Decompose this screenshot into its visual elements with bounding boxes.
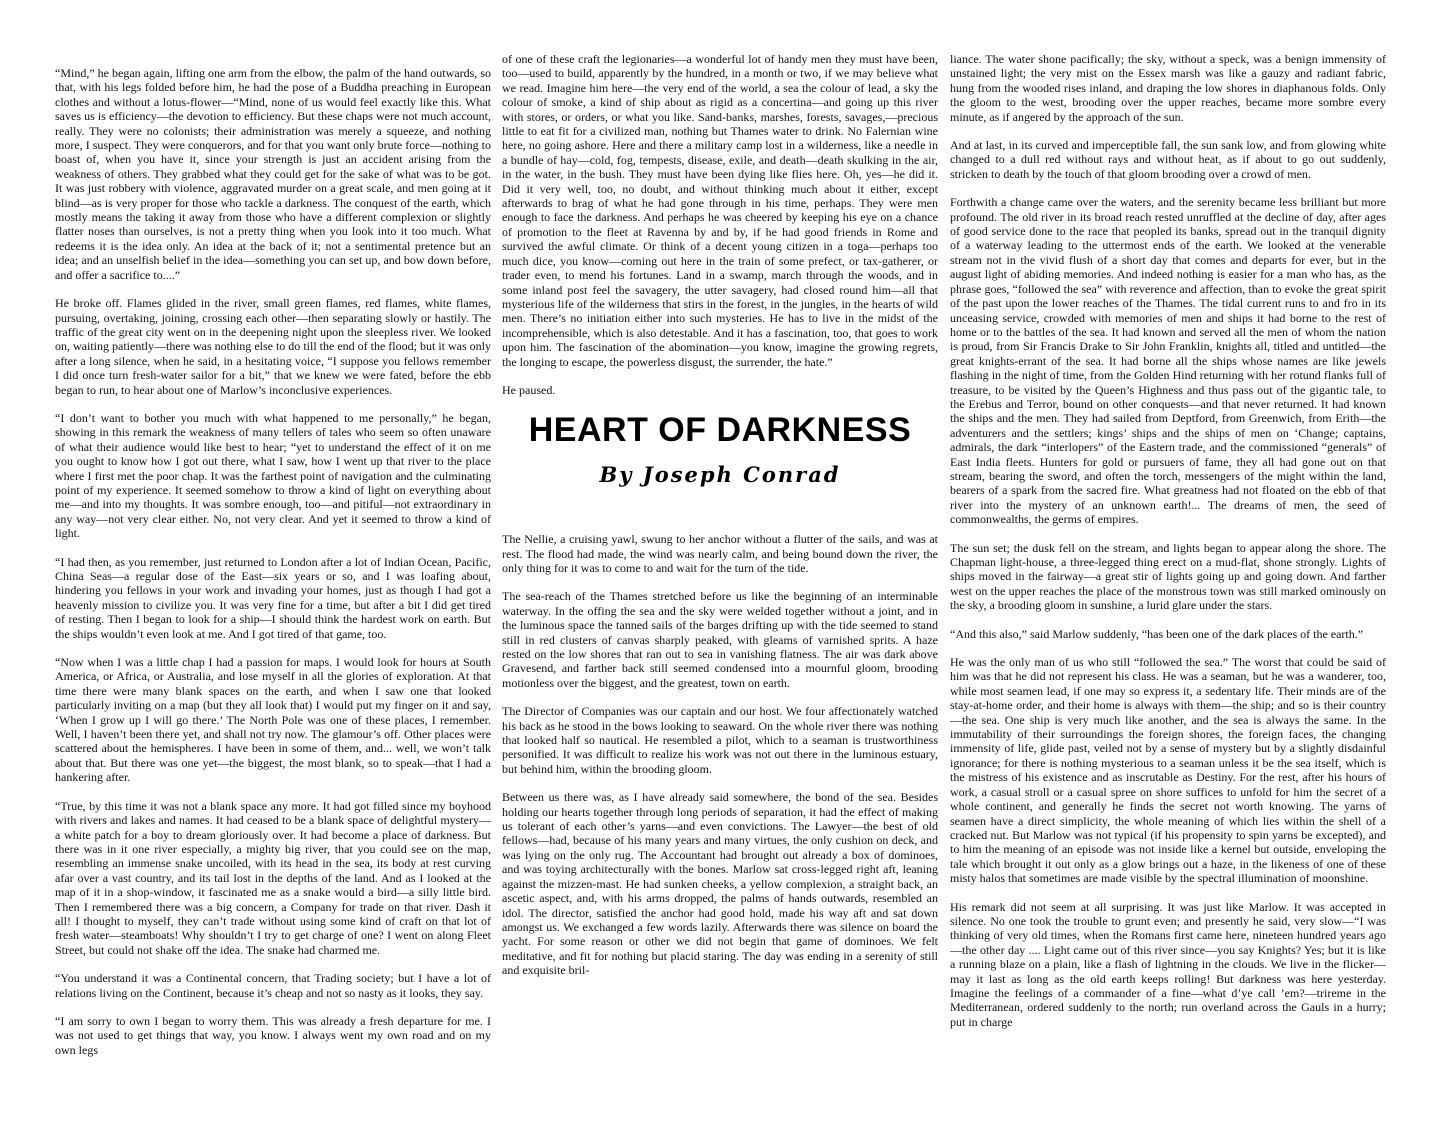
paragraph: And at last, in its curved and imperceptible fall, the sun sank low, and from glowing white changed to a dull red without rays and without heat, as if about to go out suddenly, stricken to death by the touch of that gloom brooding over a crowd of men. xyxy=(950,138,1386,181)
book-title: HEART OF DARKNESS xyxy=(528,411,912,450)
text-column-right xyxy=(950,52,1386,1132)
paragraph: He was the only man of us who still “followed the sea.” The worst that could be said of him was that he did not represent his class. He was a seaman, but he was a wanderer, too, while most seamen lead, if one may so express it, a sedentary life. Their minds are of the stay-at-home order, and their home is always with them—the ship; and so is their country—the sea. One ship is very much like another, and the sea is always the same. In the immutability of their surroundings the foreign shores, the foreign faces, the changing immensity of life, glide past, veiled not by a sense of mystery but by a slightly disdainful ignorance; for there is nothing mysterious to a seaman unless it be the sea itself, which is the mistress of his existence and as inscrutable as Destiny. For the rest, after his hours of work, a casual stroll or a casual spree on shore suffices to unfold for him the secret of a whole continent, and generally he finds the secret not worth knowing. The yarns of seamen have a direct simplicity, the whole meaning of which lies within the shell of a cracked nut. But Marlow was not typical (if his propensity to spin yarns be excepted), and to him the meaning of an episode was not inside like a kernel but outside, enveloping the tale which brought it out only as a glow brings out a haze, in the likeness of one of these misty halos that sometimes are made visible by the spectral illumination of moonshine. xyxy=(950,655,1386,886)
paragraph: The sea-reach of the Thames stretched before us like the beginning of an interminable waterway. In the offing the sea and the sky were welded together without a joint, and in the luminous space the tanned sails of the barges drifting up with the tide seemed to stand still in red clusters of canvas sharply peaked, with gleams of varnished sprits. A haze rested on the low shores that ran out to sea in vanishing flatness. The air was dark above Gravesend, and farther back still seemed condensed into a mournful gloom, brooding motionless over the biggest, and the greatest, town on earth. xyxy=(502,589,938,690)
paragraph: Forthwith a change came over the waters, and the serenity became less brilliant but more profound. The old river in its broad reach rested unruffled at the decline of day, after ages of good service done to the race that peopled its banks, spread out in the tranquil dignity of a waterway leading to the uttermost ends of the earth. We looked at the venerable stream not in the vivid flush of a short day that comes and departs for ever, but in the august light of abiding memories. And indeed nothing is easier for a man who has, as the phrase goes, “followed the sea” with reverence and affection, than to evoke the great spirit of the past upon the lower reaches of the Thames. The tidal current runs to and fro in its unceasing service, crowded with memories of men and ships it had borne to the rest of home or to the battles of the sea. It had known and served all the men of whom the nation is proud, from Sir Francis Drake to Sir John Franklin, knights all, titled and untitled—the great knights-errant of the sea. It had borne all the ships whose names are like jewels flashing in the night of time, from the Golden Hind returning with her rotund flanks full of treasure, to be visited by the Queen’s Highness and thus pass out of the gigantic tale, to the Erebus and Terror, bound on other conquests—and that never returned. It had known the ships and the men. They had sailed from Deptford, from Greenwich, from Erith—the adventurers and the settlers; kings’ ships and the ships of men on ‘Change; captains, admirals, the dark “interlopers” of the Eastern trade, and the commissioned “generals” of East India fleets. Hunters for gold or pursuers of fame, they all had gone out on that stream, bearing the sword, and often the torch, messengers of the might within the land, bearers of a spark from the sacred fire. What greatness had not floated on the ebb of that river into the mystery of an unknown earth!... The dreams of men, the seed of commonwealths, the germs of empires. xyxy=(950,195,1386,527)
paragraph: “I am sorry to own I began to worry them. This was already a fresh departure for me. I was not used to get things that way, you know. I always went my own road and on my own legs xyxy=(55,1013,491,1057)
title-block xyxy=(502,411,938,487)
text-column-middle xyxy=(502,52,938,1132)
paragraph: “And this also,” said Marlow suddenly, “has been one of the dark places of the earth.” xyxy=(950,626,1364,641)
paragraph: He paused. xyxy=(502,382,556,397)
paragraph: liance. The water shone pacifically; the sky, without a speck, was a benign immensity of unstained light; the very mist on the Essex marsh was like a gauzy and radiant fabric, hung from the wooded rises inland, and draping the low shores in diaphanous folds. Only the gloom to the west, brooding over the upper reaches, became more sombre every minute, as if angered by the approach of the sun. xyxy=(950,52,1386,124)
paragraph: of one of these craft the legionaries—a wonderful lot of handy men they must have been, too—used to build, apparently by the hundred, in a month or two, if we may believe what we read. Imagine him here—the very end of the world, a sea the colour of lead, a sky the colour of smoke, a kind of ship about as rigid as a concertina—and going up this river with stores, or orders, or what you like. Sand-banks, marshes, forests, savages,—precious little to eat fit for a civilized man, nothing but Thames water to drink. No Falernian wine here, no going ashore. Here and there a military camp lost in a wilderness, like a needle in a bundle of hay—cold, fog, tempests, disease, exile, and death—death skulking in the air, in the water, in the bush. They must have been dying like flies here. Oh, yes—he did it. Did it very well, too, no doubt, and without thinking much about it either, except afterwards to brag of what he had gone through in his time, perhaps. They were men enough to face the darkness. And perhaps he was cheered by keeping his eye on a chance of promotion to the fleet at Ravenna by and by, if he had good friends in Rome and survived the awful climate. Or think of a decent young citizen in a toga—perhaps too much dice, you know—coming out here in the train of some prefect, or tax-gatherer, or trader even, to mend his fortunes. Land in a swamp, march through the woods, and in some inland post feel the savagery, the utter savagery, had closed round him—all that mysterious life of the wilderness that stirs in the forest, in the jungles, in the hearts of wild men. There’s no initiation either into such mysteries. He has to live in the midst of the incomprehensible, which is also detestable. And it has a fascination, too, that goes to work upon him. The fascination of the abomination—you know, imagine the growing regrets, the longing to escape, the powerless disgust, the surrender, the hate.” xyxy=(502,52,938,369)
paragraph: The Director of Companies was our captain and our host. We four affectionately watched his back as he stood in the bows looking to seaward. On the whole river there was nothing that looked half so nautical. He resembled a pilot, which to a seaman is trustworthiness personified. It was difficult to realize his work was not out there in the luminous estuary, but behind him, within the brooding gloom. xyxy=(502,704,938,776)
text-column-left xyxy=(55,66,491,1146)
paragraph: “True, by this time it was not a blank space any more. It had got filled since my boyhood with rivers and lakes and names. It had ceased to be a blank space of delightful mystery—a white patch for a boy to dream gloriously over. It had become a place of darkness. But there was in it one river especially, a mighty big river, that you could see on the map, resembling an immense snake uncoiled, with its head in the sea, its body at rest curving afar over a vast country, and its tail lost in the depths of the land. And as I looked at the map of it in a shop-window, it fascinated me as a snake would a bird—a silly little bird. Then I remembered there was a big concern, a Company for trade on that river. Dash it all! I thought to myself, they can’t trade without using some kind of craft on that lot of fresh water—steamboats! Why shouldn’t I try to get charge of one? I went on along Fleet Street, but could not shake off the idea. The snake had charmed me. xyxy=(55,798,491,957)
paragraph: “I had then, as you remember, just returned to London after a lot of Indian Ocean, Pacific, China Seas—a regular dose of the East—six years or so, and I was loafing about, hindering you fellows in your work and invading your homes, just as though I had got a heavenly mission to civilize you. It was very fine for a time, but after a bit I did get tired of resting. Then I began to look for a ship—I should think the hardest work on earth. But the ships wouldn’t even look at me. And I got tired of that game, too. xyxy=(55,554,491,641)
paragraph: Between us there was, as I have already said somewhere, the bond of the sea. Besides holding our hearts together through long periods of separation, it had the effect of making us tolerant of each other’s yarns—and even convictions. The Lawyer—the best of old fellows—had, because of his many years and many virtues, the only cushion on deck, and was lying on the only rug. The Accountant had brought out already a box of dominoes, and was toying architecturally with the bones. Marlow sat cross-legged right aft, leaning against the mizzen-mast. He had sunken cheeks, a yellow complexion, a straight back, an ascetic aspect, and, with his arms dropped, the palms of hands outwards, resembled an idol. The director, satisfied the anchor had good hold, made his way aft and sat down amongst us. We exchanged a few words lazily. Afterwards there was silence on board the yacht. For some reason or other we did not begin that game of dominoes. We felt meditative, and fit for nothing but placid staring. The day was ending in a serenity of still and exquisite bril- xyxy=(502,790,938,978)
paragraph: He broke off. Flames glided in the river, small green flames, red flames, white flames, pursuing, overtaking, joining, crossing each other—then separating slowly or hastily. The traffic of the great city went on in the deepening night upon the sleepless river. We looked on, waiting patiently—there was nothing else to do till the end of the flood; but it was only after a long silence, when he said, in a hesitating voice, “I suppose you fellows remember I did once turn fresh-water sailor for a bit,” that we knew we were fated, before the ebb began to run, to hear about one of Marlow’s inconclusive experiences. xyxy=(55,296,491,397)
paragraph: “I don’t want to bother you much with what happened to me personally,” he began, showing in this remark the weakness of many tellers of tales who seem so often unaware of what their audience would like best to hear; “yet to understand the effect of it on me you ought to know how I got out there, what I saw, how I went up that river to the place where I first met the poor chap. It was the farthest point of navigation and the culminating point of my experience. It seemed somehow to throw a kind of light on everything about me—and into my thoughts. It was sombre enough, too—and pitiful—not extraordinary in any way—not very clear either. No, not very clear. And yet it seemed to throw a kind of light. xyxy=(55,410,491,541)
paragraph: The Nellie, a cruising yawl, swung to her anchor without a flutter of the sails, and was at rest. The flood had made, the wind was nearly calm, and being bound down the river, the only thing for it was to come to and wait for the turn of the tide. xyxy=(502,532,938,575)
paragraph: “You understand it was a Continental concern, that Trading society; but I have a lot of relations living on the Continent, because it’s cheap and not so nasty as it looks, they say. xyxy=(55,971,491,1000)
paragraph: “Now when I was a little chap I had a passion for maps. I would look for hours at South America, or Africa, or Australia, and lose myself in all the glories of exploration. At that time there were many blank spaces on the earth, and when I saw one that looked particularly inviting on a map (but they all look that) I would put my finger on it and say, ‘When I grow up I will go there.’ The North Pole was one of these places, I remember. Well, I haven’t been there yet, and shall not try now. The glamour’s off. Other places were scattered about the hemispheres. I have been in some of them, and... well, we won’t talk about that. But there was one yet—the biggest, the most blank, so to speak—that I had a hankering after. xyxy=(55,655,491,785)
paragraph: His remark did not seem at all surprising. It was just like Marlow. It was accepted in silence. No one took the trouble to grunt even; and presently he said, very slow—“I was thinking of very old times, when the Romans first came here, nineteen hundred years ago—the other day .... Light came out of this river since—you say Knights? Yes; but it is like a running blaze on a plain, like a flash of lightning in the clouds. We live in the flicker—may it last as long as the old earth keeps rolling! But darkness was here yesterday. Imagine the feelings of a commander of a fine—what d’ye call ’em?—trireme in the Mediterranean, ordered suddenly to the north; run overland across the Gauls in a hurry; put in charge xyxy=(950,899,1386,1029)
author-byline: By Joseph Conrad xyxy=(599,461,841,487)
paragraph: The sun set; the dusk fell on the stream, and lights began to appear along the shore. The Chapman light-house, a three-legged thing erect on a mud-flat, shone strongly. Lights of ships moved in the fairway—a great stir of lights going up and going down. And farther west on the upper reaches the place of the monstrous town was still marked ominously on the sky, a brooding gloom in sunshine, a lurid glare under the stars. xyxy=(950,540,1386,613)
paragraph: “Mind,” he began again, lifting one arm from the elbow, the palm of the hand outwards, so that, with his legs folded before him, he had the pose of a Buddha preaching in European clothes and without a lotus-flower—“Mind, none of us would feel exactly like this. What saves us is efficiency—the devotion to efficiency. But these chaps were not much account, really. They were no colonists; their administration was merely a squeeze, and nothing more, I suspect. They were conquerors, and for that you want only brute force—nothing to boast of, when you have it, since your strength is just an accident arising from the weakness of others. They grabbed what they could get for the sake of what was to be got. It was just robbery with violence, aggravated murder on a great scale, and men going at it blind—as is very proper for those who tackle a darkness. The conquest of the earth, which mostly means the taking it away from those who have a different complexion or slightly flatter noses than ourselves, is not a pretty thing when you look into it too much. What redeems it is the idea only. An idea at the back of it; not a sentimental pretence but an idea; and an unselfish belief in the idea—something you can set up, and bow down before, and offer a sacrifice to....” xyxy=(55,66,491,282)
